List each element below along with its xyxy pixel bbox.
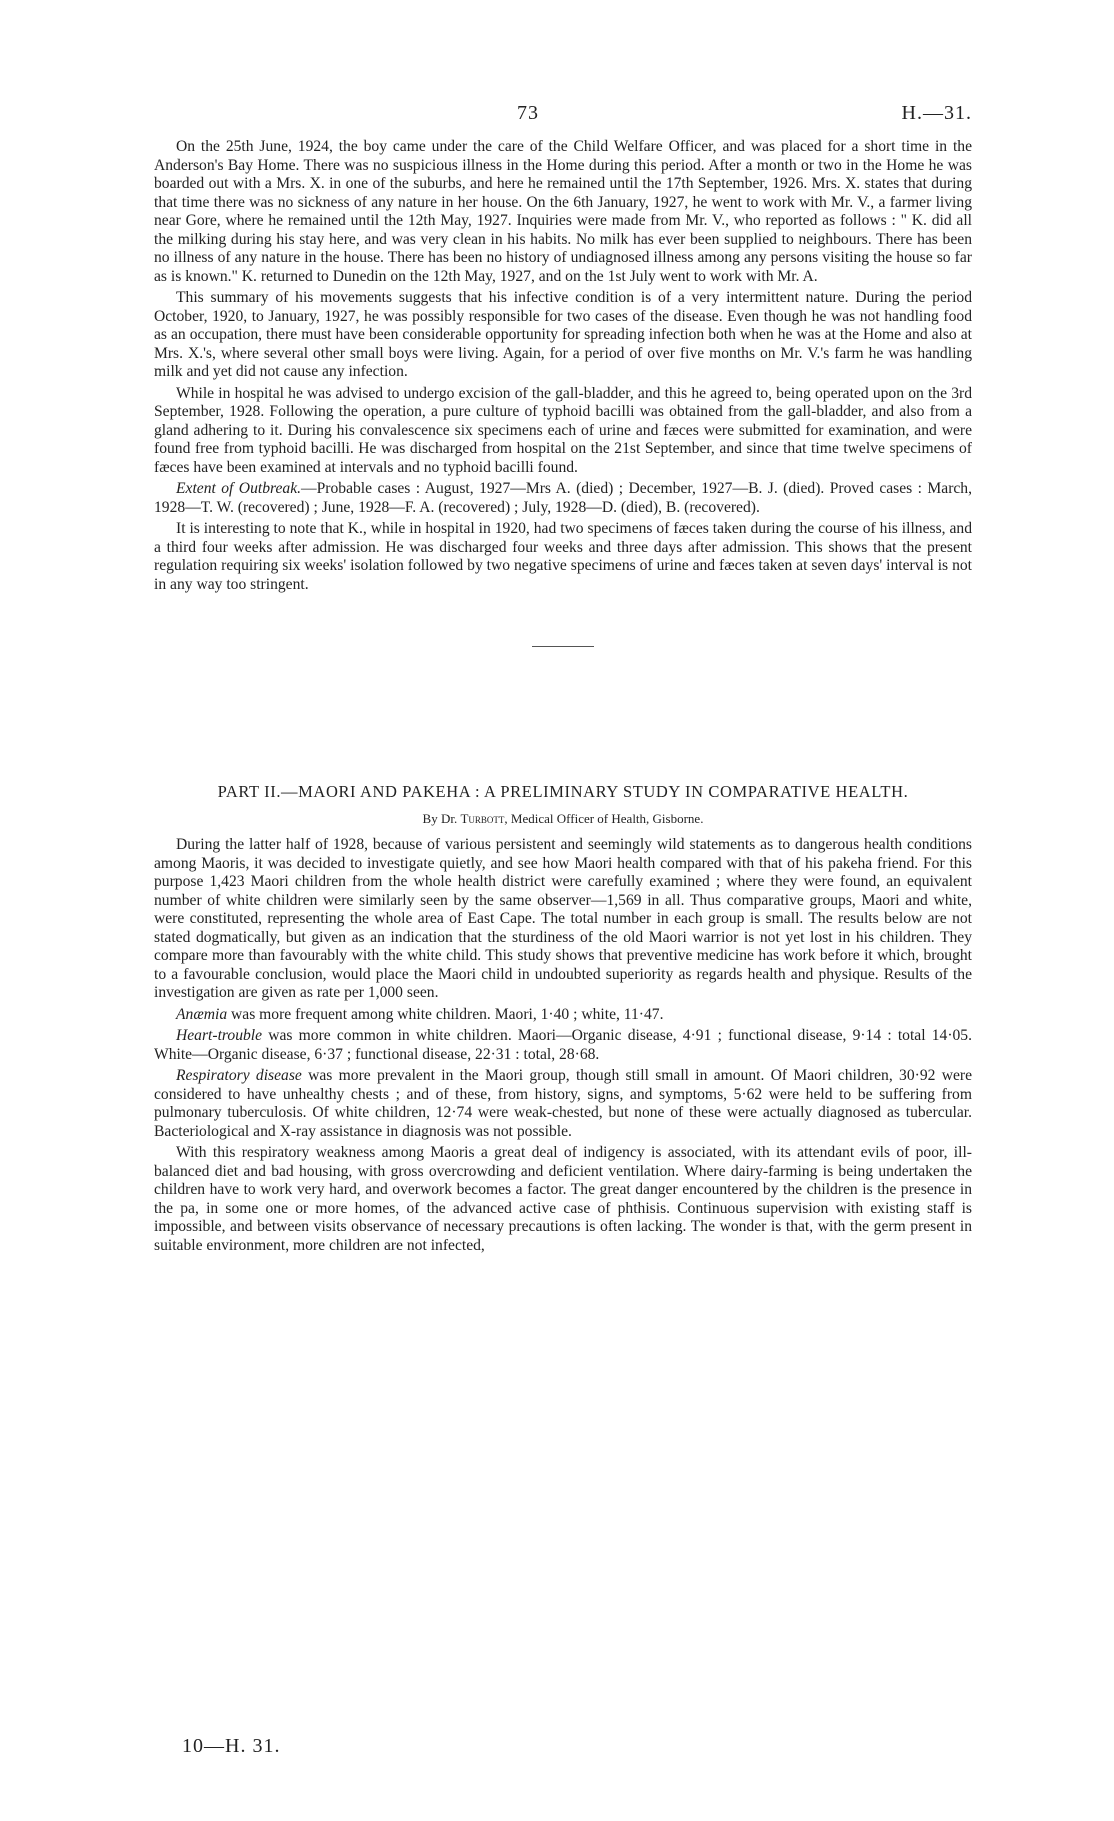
- paragraph-intro: During the latter half of 1928, because of various persistent and seemingly wild statements as to dangerous health conditions among Maoris, it was decided to investigate quietly, and see how Maori health compared with that of his pakeha friend. For this purpose 1,423 Maori children from the whole health district were carefully examined ; where they were found, an equivalent number of white children were similarly seen by the same observer—1,569 in all. Thus comparative groups, Maori and white, were constituted, representing the whole area of East Cape. The total number in each group is small. The results below are not stated dogmatically, but given as an indication that the sturdiness of the old Maori warrior is not yet lost in his children. They compare more than favourably with the white child. This study shows that preventive medicine has work before it which, brought to a favourable conclusion, would place the Maori child in undoubted superiority as regards health and physique. Results of the investigation are given as rate per 1,000 seen.: [154, 836, 972, 1001]
- byline-prefix: By Dr.: [422, 811, 458, 826]
- heart-heading: Heart-trouble: [176, 1027, 263, 1044]
- printer-signature: 10—H. 31.: [182, 1735, 281, 1757]
- document-page: [154, 102, 972, 1255]
- paragraph-anaemia: [154, 1006, 972, 1025]
- author-name: Turbott: [460, 811, 505, 826]
- paragraph-hospital: While in hospital he was advised to undergo excision of the gall-bladder, and this he agreed to, being operated upon on the 3rd September, 1928. Following the operation, a pure culture of typhoid bacilli was obtained from the gall-bladder, and also from a gland adhering to it. During his convalescence six specimens each of urine and fæces were submitted for examination, and were found free from typhoid bacilli. He was discharged from hospital on the 21st September, and since that time twelve specimens of fæces have been examined at intervals and no typhoid bacilli found.: [154, 384, 972, 476]
- respiratory-text: was more prevalent in the Maori group, though still small in amount. Of Maori children, 30·92 were considered to have unhealthy chests ; and of these, from history, signs, and symptoms, 5·62 were held to be suffering from pulmonary tuberculosis. Of white children, 12·74 were weak-chested, but none of these were actually diagnosed as tubercular. Bacteriological and X-ray assistance in diagnosis was not possible.: [154, 1067, 972, 1140]
- document-reference: H.—31.: [901, 102, 972, 124]
- respiratory-heading: Respiratory disease: [176, 1067, 302, 1084]
- paragraph-summary: This summary of his movements suggests that his infective condition is of a very intermittent nature. During the period October, 1920, to January, 1927, he was possibly responsible for two cases of the disease. Even though he was not handling food as an occupation, there must have been considerable opportunity for spreading infection both when he was at the Home and also at Mrs. X.'s, where several other small boys were living. Again, for a period of over five months on Mr. V.'s farm he was handling milk and yet did not cause any infection.: [154, 289, 972, 380]
- paragraph-indigency: With this respiratory weakness among Maoris a great deal of indigency is associated, with its attendant evils of poor, ill-balanced diet and bad housing, with gross overcrowding and deficient ventilation. Where dairy-farming is being undertaken the children have to work very hard, and overwork becomes a factor. The great danger encountered by the children is the presence in the pa, in some one or more homes, of the advanced active case of phthisis. Continuous supervision with existing staff is impossible, and between visits observance of necessary precautions is often lacking. The wonder is that, with the germ present in suitable environment, more children are not infected,: [154, 1144, 972, 1254]
- paragraph-movements: On the 25th June, 1924, the boy came under the care of the Child Welfare Officer, and was placed for a short time in the Anderson's Bay Home. There was no suspicious illness in the Home during this period. After a month or two in the Home he was boarded out with a Mrs. X. in one of the suburbs, and here he remained until the 17th September, 1926. Mrs. X. states that during that time there was no sickness of any nature in her house. On the 6th January, 1927, he went to work with Mr. V., a farmer living near Gore, where he remained until the 12th May, 1927. Inquiries were made from Mr. V., who reported as follows : " K. did all the milking during his stay here, and was very clean in his habits. No milk has ever been supplied to neighbours. There has been no illness of any nature in the house. There has been no history of undiagnosed illness among any persons visiting the house so far as is known." K. returned to Dunedin on the 12th May, 1927, and on the 1st July went to work with Mr. A.: [154, 138, 972, 285]
- section-divider: [532, 646, 594, 647]
- heart-text: was more common in white children. Maori—Organic disease, 4·91 ; functional disease, 9·14 : total 14·05. White—Organic disease, 6·37 ; functional disease, 22·31 : total, 28·68.: [154, 1027, 972, 1063]
- paragraph-closing: It is interesting to note that K., while in hospital in 1920, had two specimens of fæces taken during the course of his illness, and a third four weeks after admission. He was discharged four weeks and three days after admission. This shows that the present regulation requiring six weeks' isolation followed by two negative specimens of urine and fæces taken at seven days' interval is not in any way too stringent.: [154, 520, 972, 593]
- outbreak-text: —Probable cases : August, 1927—Mrs A. (died) ; December, 1927—B. J. (died). Proved cases : March, 1928—T. W. (recovered) ; June, 1928—F. A. (recovered) ; July, 1928—D. (died), B. (recovered).: [154, 480, 972, 516]
- paragraph-heart: [154, 1027, 972, 1064]
- paragraph-respiratory: [154, 1067, 972, 1141]
- page-header: [154, 102, 972, 138]
- page-number: 73: [517, 102, 539, 124]
- byline-suffix: , Medical Officer of Health, Gisborne.: [504, 811, 704, 826]
- outbreak-heading: Extent of Outbreak.: [176, 480, 302, 497]
- author-byline: [154, 811, 972, 827]
- paragraph-outbreak: [154, 480, 972, 517]
- anaemia-heading: Anæmia: [176, 1005, 228, 1023]
- part-heading: PART II.—MAORI AND PAKEHA : A PRELIMINARY STUDY IN COMPARATIVE HEALTH.: [217, 782, 909, 801]
- anaemia-text: was more frequent among white children. Maori, 1·40 ; white, 11·47.: [227, 1005, 664, 1023]
